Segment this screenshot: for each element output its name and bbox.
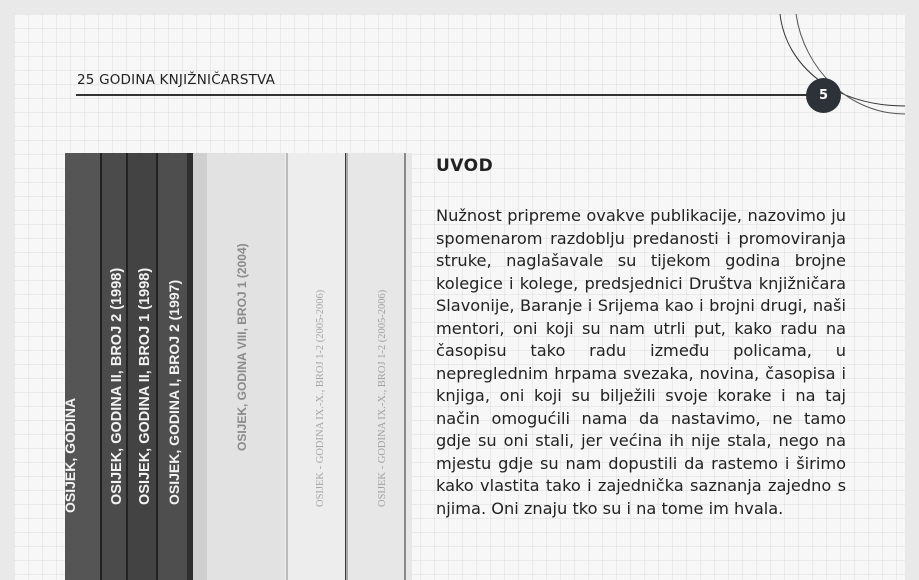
spine-4-title: OSIJEK, GODINA VIII, BROJ 1 (2004) [235, 243, 249, 451]
body-paragraph: Nužnost pripreme ovakve publikacije, nazovimo ju spomenarom razdoblju predanosti i promoviranja struke, naglašavale su tijekom godina brojne kolegice i kolege, predsjednici Društva knjižničara Slavonije, Baranje i Srijema kao i brojni drugi, naši mentori, oni koji su nam utrli put, kako radu na časopisu tako radu između policama, u nepreglednim hrpama svezaka, novina, časopisa i knjiga, oni koji su bilježili svoje korake i na taj način omogućili nama da nastavimo, ne tamo gdje su oni stali, jer većina ih nije stala, nego na mjestu gdje su nam dopustili da rastemo i širimo kako vlastita tako i zajednička saznanja zajedno s njima. Oni znaju tko su i na tome im hvala. [436, 206, 846, 518]
spine-1-title: OSIJEK, GODINA II, BROJ 2 (1998) [109, 267, 125, 505]
spine-5-title: OSIJEK - GODINA IX.-X., BROJ 1-2 (2005-2006) [315, 289, 326, 507]
spine-0-title: OSIJEK, GODINA [62, 397, 78, 513]
document-page [14, 14, 905, 580]
running-title: 25 GODINA KNJIŽNIČARSTVA [77, 72, 276, 88]
page-number-badge: 5 [806, 78, 841, 113]
header-rule [76, 94, 821, 96]
section-heading: UVOD [436, 156, 494, 176]
book-spines-photo [62, 153, 412, 580]
spine-2-title: OSIJEK, GODINA II, BROJ 1 (1998) [137, 267, 153, 505]
spine-6-title: OSIJEK - GODINA IX.-X., BROJ 1-2 (2005-2006) [377, 289, 388, 507]
spine-3-title: OSIJEK, GODINA I, BROJ 2 (1997) [166, 279, 182, 505]
